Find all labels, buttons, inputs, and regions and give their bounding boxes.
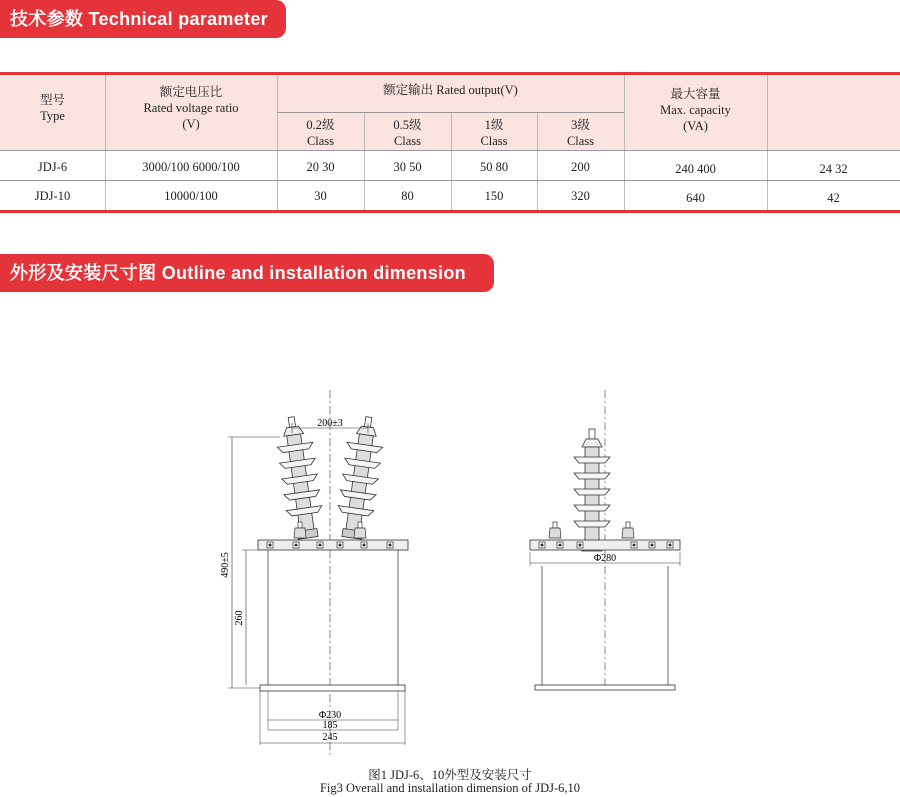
dim-body-label: 260 bbox=[234, 610, 245, 626]
row1-class02: 20 30 bbox=[306, 160, 335, 174]
header-class-02: 0.2级 Class bbox=[306, 118, 335, 148]
front-view bbox=[220, 390, 408, 755]
header-max-capacity: 最大容量 Max. capacity (VA) bbox=[660, 87, 731, 133]
row1-maxcap: 240 400 bbox=[675, 162, 716, 176]
row1-class3: 200 bbox=[571, 160, 590, 174]
dim-height-label: 490±5 bbox=[220, 552, 231, 578]
row1-type: JDJ-6 bbox=[37, 160, 68, 174]
section-title-outline: 外形及安装尺寸图 Outline and installation dimension bbox=[0, 254, 494, 292]
dim-top-label: 200±3 bbox=[317, 418, 343, 429]
row2-maxcap: 640 bbox=[686, 191, 705, 205]
row1-class05: 30 50 bbox=[393, 160, 422, 174]
header-voltage-ratio: 额定电压比 Rated voltage ratio (V) bbox=[143, 85, 239, 131]
dim-side-diameter-label: Φ280 bbox=[593, 553, 617, 564]
header-class-05: 0.5级 Class bbox=[393, 118, 422, 148]
row1-last: 24 32 bbox=[819, 162, 848, 176]
row2-last: 42 bbox=[827, 191, 840, 205]
side-view bbox=[530, 390, 680, 690]
parameter-table bbox=[0, 72, 900, 212]
outline-drawing bbox=[200, 380, 700, 760]
section-title-technical: 技术参数 Technical parameter bbox=[0, 0, 286, 38]
table-bottom-rule bbox=[0, 210, 900, 213]
divider bbox=[0, 150, 900, 151]
dim-base-diameter-label: Φ230 bbox=[318, 710, 342, 721]
divider bbox=[0, 180, 900, 181]
divider bbox=[277, 112, 624, 113]
dim-245-label: 245 bbox=[322, 732, 338, 743]
header-type: 型号 Type bbox=[39, 93, 65, 123]
figure-caption-cn: 图1 JDJ-6、10外型及安装尺寸 bbox=[368, 768, 532, 782]
header-class-1: 1级 Class bbox=[480, 118, 508, 148]
header-class-3: 3级 Class bbox=[566, 118, 595, 148]
row1-ratio: 3000/100 6000/100 bbox=[142, 160, 240, 174]
row2-class02: 30 bbox=[314, 189, 327, 203]
header-rated-output: 额定输出 Rated output(V) bbox=[383, 83, 518, 97]
figure-caption-en: Fig3 Overall and installation dimension of JDJ-6,10 bbox=[319, 781, 581, 795]
row2-class1: 150 bbox=[484, 189, 504, 203]
row1-class1: 50 80 bbox=[479, 160, 509, 174]
row2-ratio: 10000/100 bbox=[164, 189, 218, 203]
dim-185-label: 185 bbox=[322, 720, 338, 731]
row2-class05: 80 bbox=[401, 189, 414, 203]
row2-class3: 320 bbox=[571, 189, 590, 203]
row2-type: JDJ-10 bbox=[34, 189, 71, 203]
